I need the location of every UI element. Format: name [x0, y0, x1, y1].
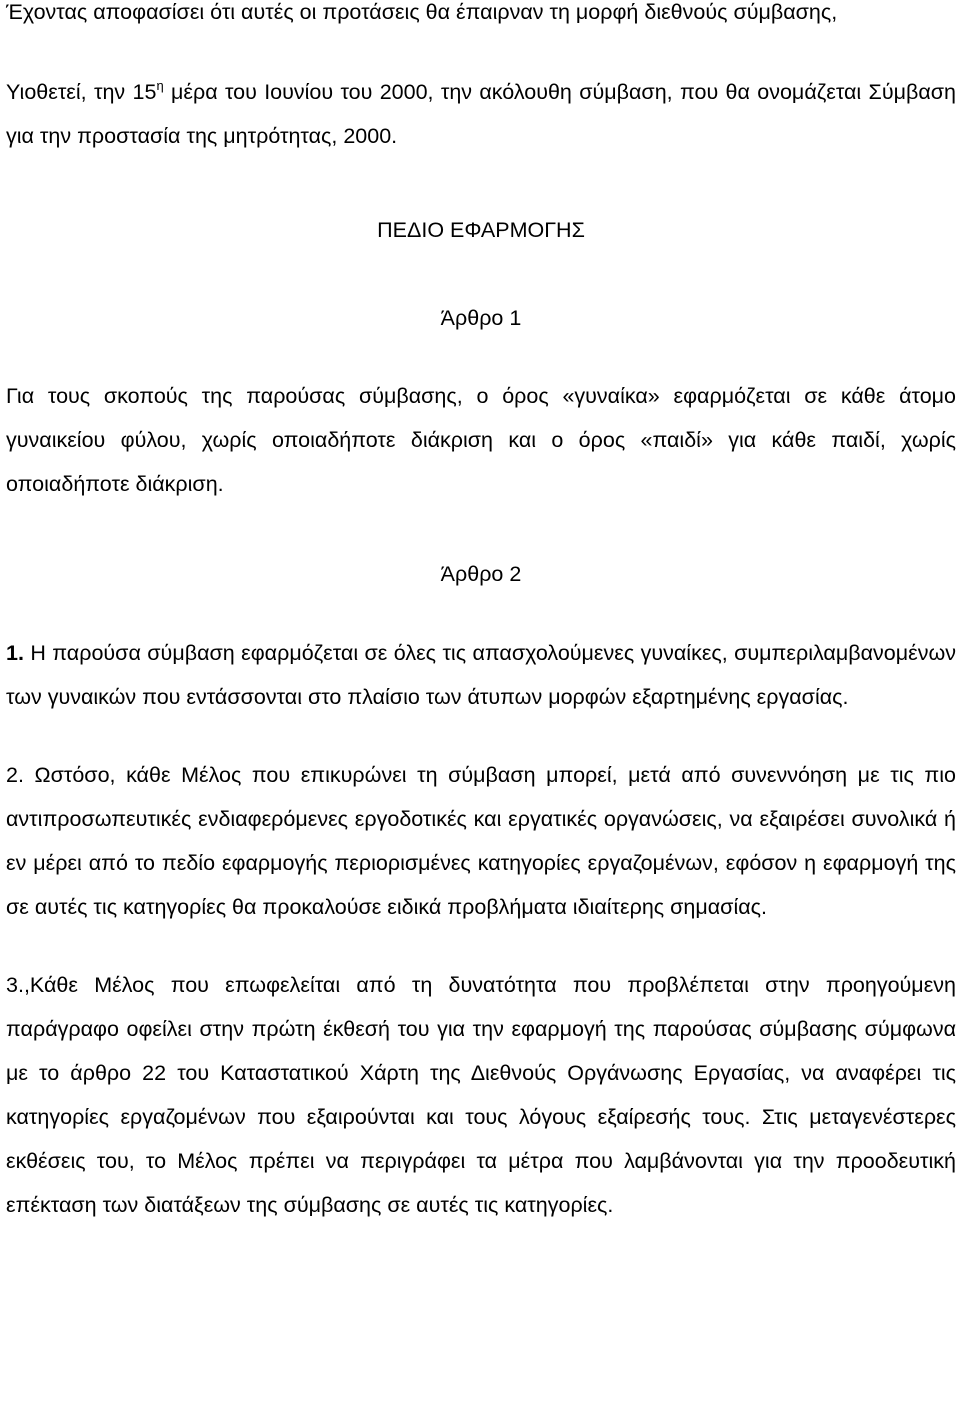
paragraph-number: 3. — [6, 973, 24, 997]
article-2-paragraph-1 — [6, 631, 956, 719]
paragraph-text: Η παρούσα σύμβαση εφαρμόζεται σε όλες τις απασχολούμενες γυναίκες, συμπεριλαμβανομένων των γυναικών που εντάσσονται στο πλαίσιο των άτυπων μορφών εξαρτημένης εργασίας. — [6, 641, 956, 709]
intro-paragraph: Έχοντας αποφασίσει ότι αυτές οι προτάσεις θα έπαιρναν τη μορφή διεθνούς σύμβασης, — [6, 0, 838, 24]
paragraph-number: 2. — [6, 763, 24, 787]
section-title: ΠΕΔΙΟ ΕΦΑΡΜΟΓΗΣ — [377, 218, 585, 242]
article-2-paragraph-2 — [6, 753, 956, 929]
article-1-text: Για τους σκοπούς της παρούσας σύμβασης, ο όρος «γυναίκα» εφαρμόζεται σε κάθε άτομο γυναικείου φύλου, χωρίς οποιαδήποτε διάκριση και ο όρος «παιδί» για κάθε παιδί, χωρίς οποιαδήποτε διάκριση. — [6, 384, 956, 496]
adoption-text-end: μέρα του Ιουνίου του 2000, την ακόλουθη σύμβαση, που θα ονομάζεται Σύμβαση για την προστασία της μητρότητας, 2000. — [6, 80, 956, 148]
article-2-title: Άρθρο 2 — [440, 562, 522, 586]
article-2-paragraph-3 — [6, 963, 956, 1227]
article-1-title: Άρθρο 1 — [440, 306, 522, 330]
adoption-paragraph — [6, 70, 956, 158]
adoption-text-start: Υιοθετεί, την 15 — [6, 80, 157, 104]
document-page — [6, 0, 956, 1227]
paragraph-number: 1. — [6, 641, 24, 665]
paragraph-text: ,Κάθε Μέλος που επωφελείται από τη δυνατότητα που προβλέπεται στην προηγούμενη παράγραφο οφείλει στην πρώτη έκθεσή του για την εφαρμογή της παρούσας σύμβασης σύμφωνα με το άρθρο 22 του Καταστατικού Χάρτη της Διεθνούς Οργάνωσης Εργασίας, να αναφέρει τις κατηγορίες εργαζομένων που εξαιρούνται και τους λόγους εξαίρεσής τους. Στις μεταγενέστερες εκθέσεις του, το Μέλος πρέπει να περιγράφει τα μέτρα που λαμβάνονται για την προοδευτική επέκταση των διατάξεων της σύμβασης σε αυτές τις κατηγορίες. — [6, 973, 956, 1217]
ordinal-superscript: η — [156, 78, 164, 93]
paragraph-text: Ωστόσο, κάθε Μέλος που επικυρώνει τη σύμβαση μπορεί, μετά από συνεννόηση με τις πιο αντιπροσωπευτικές ενδιαφερόμενες εργοδοτικές και εργατικές οργανώσεις, να εξαιρέσει συνολικά ή εν μέρει από το πεδίο εφαρμογής περιορισμένες κατηγορίες εργαζομένων, εφόσον η εφαρμογή της σε αυτές τις κατηγορίες θα προκαλούσε ειδικά προβλήματα ιδιαίτερης σημασίας. — [6, 763, 956, 919]
